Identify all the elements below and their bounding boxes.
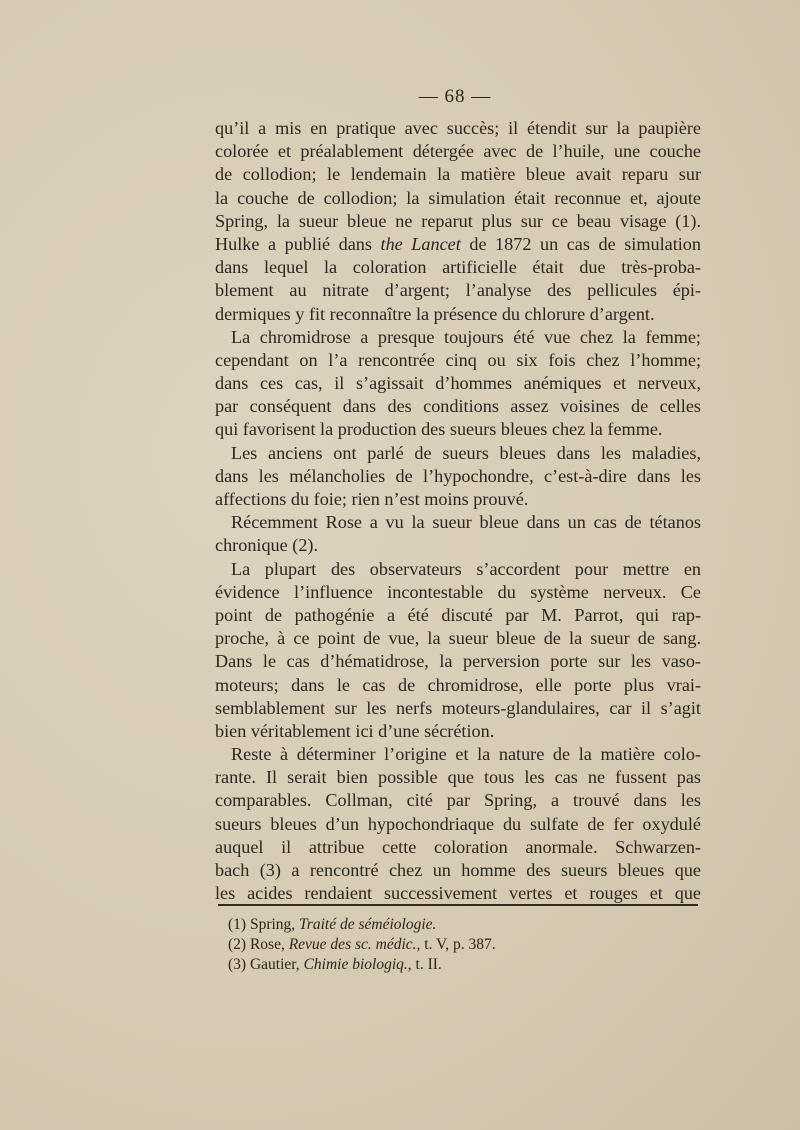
- text-line: de collodion; le lendemain la matière bleue avait reparu sur: [215, 164, 701, 185]
- footnote-2: (2) Rose, Revue des sc. médic., t. V, p. 387.: [228, 936, 496, 953]
- text-line: proche, à ce point de vue, la sueur bleue de la sueur de sang.: [215, 628, 701, 649]
- text-line: Récemment Rose a vu la sueur bleue dans un cas de tétanos: [231, 512, 701, 533]
- text-line: sueurs bleues d’un hypochondriaque du sulfate de fer oxydulé: [215, 813, 701, 834]
- text-line: évidence l’influence incontestable du système nerveux. Ce: [215, 581, 701, 602]
- text-line: par conséquent dans des conditions assez voisines de celles: [215, 396, 701, 417]
- text-line: affections du foie; rien n’est moins prouvé.: [215, 489, 529, 509]
- footnote-3: (3) Gautier, Chimie biologiq., t. II.: [228, 956, 442, 973]
- text-line: La chromidrose a presque toujours été vue chez la femme;: [231, 326, 701, 347]
- footnote-1: (1) Spring, Traité de séméiologie.: [228, 916, 437, 933]
- text-line: dermiques y fit reconnaître la présence du chlorure d’argent.: [215, 303, 655, 324]
- text-line: comparables. Collman, cité par Spring, a trouvé dans les: [215, 790, 701, 811]
- body-text: [215, 117, 701, 905]
- text-line: les acides rendaient successivement vertes et rouges et que: [215, 883, 701, 904]
- text-line: qu’il a mis en pratique avec succès; il étendit sur la paupière: [215, 118, 701, 138]
- text-line: Dans le cas d’hématidrose, la perversion porte sur les vaso-: [215, 651, 701, 672]
- text-line: bach (3) a rencontré chez un homme des sueurs bleues que: [215, 860, 701, 880]
- text-line: blement au nitrate d’argent; l’analyse des pellicules épi-: [215, 280, 701, 301]
- text-line: qui favorisent la production des sueurs bleues chez la femme.: [215, 419, 663, 440]
- text-segment: de 1872 un cas de simulation: [460, 233, 701, 254]
- footnotes: [228, 915, 698, 975]
- text-line: auquel il attribue cette coloration anormale. Schwarzen-: [215, 836, 701, 857]
- text-line: chronique (2).: [215, 535, 319, 556]
- page-number: — 68 —: [418, 86, 492, 107]
- text-line: colorée et préalablement détergée avec de l’huile, une couche: [215, 141, 701, 162]
- text-line: [215, 233, 701, 256]
- text-segment: Hulke a publié dans: [215, 233, 381, 254]
- text-line: point de pathogénie a été discuté par M. Parrot, qui rap-: [215, 604, 701, 625]
- text-line: rante. Il serait bien possible que tous les cas ne fussent pas: [215, 767, 701, 788]
- text-line: Les anciens ont parlé de sueurs bleues dans les maladies,: [231, 442, 701, 463]
- text-line: dans ces cas, il s’agissait d’hommes anémiques et nerveux,: [215, 373, 701, 394]
- text-line: La plupart des observateurs s’accordent pour mettre en: [231, 558, 701, 579]
- text-line: la couche de collodion; la simulation était reconnue et, ajoute: [215, 187, 701, 208]
- italic-title: the Lancet: [380, 233, 461, 254]
- text-line: dans les mélancholies de l’hypochondre, c’est-à-dire dans les: [215, 465, 701, 486]
- text-line: bien véritablement ici d’une sécrétion.: [215, 720, 495, 741]
- text-line: dans lequel la coloration artificielle était due très-proba-: [215, 257, 701, 278]
- text-line: moteurs; dans le cas de chromidrose, elle porte plus vrai-: [215, 674, 701, 695]
- footnote-rule: [218, 904, 698, 906]
- text-line: semblablement sur les nerfs moteurs-glandulaires, car il s’agit: [215, 697, 701, 718]
- text-line: cependant on l’a rencontrée cinq ou six fois chez l’homme;: [215, 349, 701, 370]
- text-line: Reste à déterminer l’origine et la nature de la matière colo-: [231, 744, 701, 765]
- text-line: Spring, la sueur bleue ne reparut plus sur ce beau visage (1).: [215, 210, 701, 231]
